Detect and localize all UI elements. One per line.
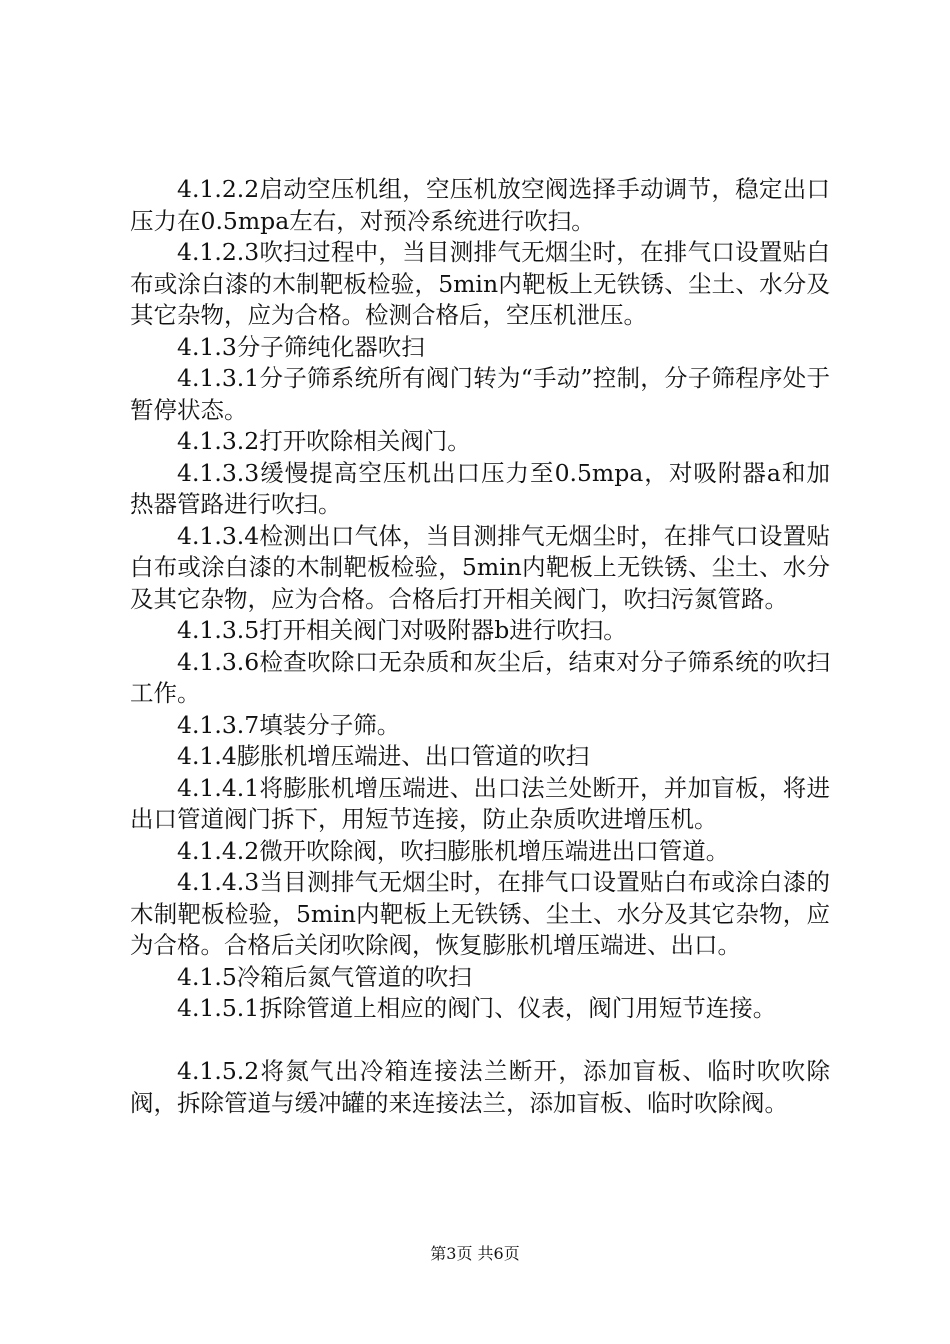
paragraph-4-1-3-3: 4.1.3.3缓慢提高空压机出口压力至0.5mpa，对吸附器a和加热器管路进行吹扫。 — [130, 458, 830, 518]
paragraph-4-1-3-4: 4.1.3.4检测出口气体，当目测排气无烟尘时，在排气口设置贴白布或涂白漆的木制靶板检验，5min内靶板上无铁锈、尘土、水分及其它杂物，应为合格。合格后打开相关阀门，吹扫污氮管路。 — [130, 521, 830, 613]
page-footer — [0, 1244, 950, 1264]
document-body — [130, 174, 830, 1119]
paragraph-4-1-5-2: 4.1.5.2将氮气出冷箱连接法兰断开，添加盲板、临时吹吹除阀，拆除管道与缓冲罐的来连接法兰，添加盲板、临时吹除阀。 — [130, 1057, 830, 1117]
heading-4-1-3: 4.1.3分子筛纯化器吹扫 — [177, 332, 425, 361]
paragraph-4-1-2-2: 4.1.2.2启动空压机组，空压机放空阀选择手动调节，稳定出口压力在0.5mpa左右，对预冷系统进行吹扫。 — [130, 175, 830, 235]
paragraph-4-1-4-1: 4.1.4.1将膨胀机增压端进、出口法兰处断开，并加盲板，将进出口管道阀门拆下，用短节连接，防止杂质吹进增压机。 — [130, 773, 830, 833]
paragraph-4-1-4-2: 4.1.4.2微开吹除阀，吹扫膨胀机增压端进出口管道。 — [177, 836, 730, 865]
heading-4-1-5: 4.1.5冷箱后氮气管道的吹扫 — [177, 962, 472, 991]
paragraph-4-1-4-3: 4.1.4.3当目测排气无烟尘时，在排气口设置贴白布或涂白漆的木制靶板检验，5min内靶板上无铁锈、尘土、水分及其它杂物，应为合格。合格后关闭吹除阀，恢复膨胀机增压端进、出口。 — [130, 868, 830, 959]
paragraph-4-1-2-3: 4.1.2.3吹扫过程中，当目测排气无烟尘时，在排气口设置贴白布或涂白漆的木制靶板检验，5min内靶板上无铁锈、尘土、水分及其它杂物，应为合格。检测合格后，空压机泄压。 — [130, 238, 830, 329]
paragraph-4-1-3-2: 4.1.3.2打开吹除相关阀门。 — [177, 427, 471, 455]
paragraph-4-1-3-1: 4.1.3.1分子筛系统所有阀门转为“手动”控制，分子筛程序处于暂停状态。 — [130, 364, 830, 424]
paragraph-4-1-3-6: 4.1.3.6检查吹除口无杂质和灰尘后，结束对分子筛系统的吹扫工作。 — [130, 647, 830, 707]
heading-4-1-4: 4.1.4膨胀机增压端进、出口管道的吹扫 — [177, 742, 590, 770]
paragraph-4-1-3-7: 4.1.3.7填装分子筛。 — [177, 710, 401, 739]
paragraph-4-1-3-5: 4.1.3.5打开相关阀门对吸附器b进行吹扫。 — [177, 616, 627, 644]
paragraph-4-1-5-1: 4.1.5.1拆除管道上相应的阀门、仪表，阀门用短节连接。 — [177, 994, 777, 1022]
page-number: 第3页 共6页 — [430, 1244, 520, 1263]
